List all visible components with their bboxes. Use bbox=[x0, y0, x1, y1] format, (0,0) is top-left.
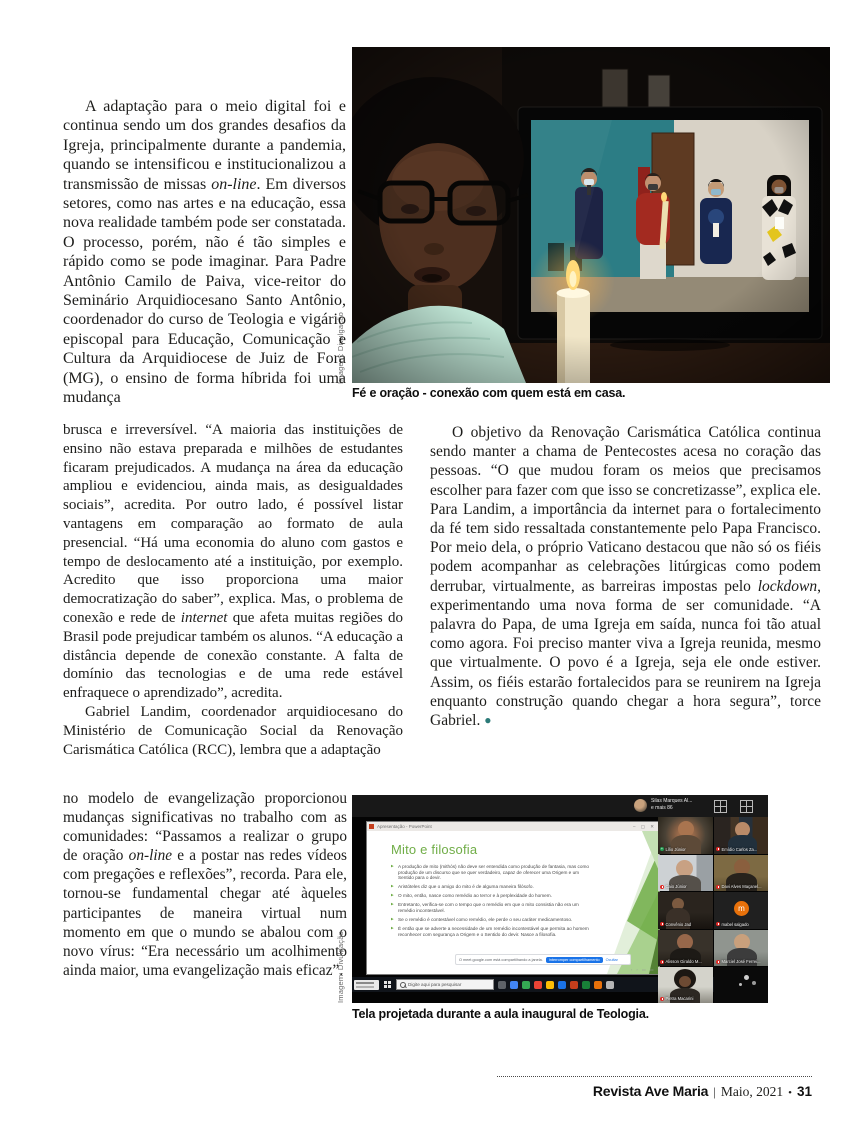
window-title: Apresentação - PowerPoint bbox=[377, 823, 432, 829]
powerpoint-icon bbox=[369, 824, 374, 829]
participant-tile bbox=[714, 892, 768, 929]
participant-name: Lílio Júnior bbox=[665, 846, 686, 852]
taskbar-widget bbox=[354, 980, 379, 990]
participant-tile bbox=[658, 855, 713, 892]
slide-bullet: ▶ Entretanto, verifica-se com o tempo que o remédio em que o mito consistia não era um remédio incontestável. bbox=[391, 902, 589, 913]
muted-mic-icon bbox=[660, 885, 664, 889]
article-column-right bbox=[430, 423, 821, 730]
photo-zoom-class bbox=[352, 795, 768, 1003]
slide-bullet: ▶ Se o remédio é contestável como remédio, ele perde o seu caráter medicamentoso. bbox=[391, 917, 589, 923]
taskbar-app-icon bbox=[510, 981, 518, 989]
participant-tile bbox=[658, 930, 713, 967]
participant-name: Caio Júnior bbox=[665, 884, 687, 889]
taskbar-app-icon bbox=[558, 981, 566, 989]
photo-credit: Imagem: Divulgação bbox=[336, 931, 345, 1003]
windows-start-icon bbox=[384, 981, 391, 988]
gallery-view-icon bbox=[714, 800, 727, 813]
photo-caption-bottom: Tela projetada durante a aula inaugural de Teologia. bbox=[352, 1007, 649, 1021]
window-titlebar bbox=[367, 822, 659, 831]
footer-dot: • bbox=[788, 1087, 792, 1099]
participant-name: Convênio Jad bbox=[665, 921, 692, 927]
taskbar-app-icon bbox=[606, 981, 614, 989]
paragraph: A adaptação para o meio digital foi e continua sendo um dos grandes desafios da Igreja, principalmente durante a pandemia, quando se intensificou e institucionalizou a transmissão de missas on-line. Em diversos setores, como nas artes e na educação, essa nova realidade também pode ser constatada. O processo, porém, não é tão simples e rápido como se pode imaginar. Para Padre Antônio Camilo de Paiva, vice-reitor do Seminário Arquidiocesano Santo Antônio, coordenador do curso de Teologia e vigário episcopal para Educação, Comunicação e Cultura da Arquidiocese de Juiz de Fora (MG), o ensino de forma híbrida foi uma mudança bbox=[63, 98, 346, 407]
paragraph: Gabriel Landim, coordenador arquidiocesano do Ministério de Comunicação Social da Renovação Carismática Católica (RCC), lembra que a adaptação bbox=[63, 703, 403, 758]
taskbar-app-icon bbox=[498, 981, 506, 989]
participant-name: Pietra Macarini bbox=[665, 996, 694, 1001]
slide-bullet: ▶ É então que se adverte a necessidade de um remédio incontestável que permita ao homem reconhecer com segurança a Origem e o Sentido do devir. Nasce a filosofia. bbox=[391, 926, 589, 937]
article-column-left-middle bbox=[63, 421, 403, 759]
join-icon bbox=[660, 847, 664, 851]
slide-title: Mito e filosofia bbox=[391, 842, 478, 857]
magazine-brand: Revista Ave Maria bbox=[592, 1083, 709, 1099]
speaker-view-icon bbox=[740, 800, 753, 813]
hide-link: Ocultar bbox=[605, 957, 618, 962]
article-end-mark: ● bbox=[484, 713, 492, 728]
stop-sharing-button: Interromper compartilhamento bbox=[546, 957, 603, 963]
paragraph: O objetivo da Renovação Carismática Católica continua sendo manter a chama de Pentecostes acesa no coração das pessoas. “O que mudou foram os meios que precisamos escolher para fazer com que isso se concretizasse”, explica ele. Para Landim, a importância da internet para o fortalecimento da fé tem sido ressaltada constantemente pelo Papa Francisco. Por meio dela, o próprio Vaticano destacou que não só os fiéis podem acompanhar as celebrações litúrgicas como podem derrubar, virtualmente, as barreiras impostas pelo lockdown, experimentando uma nova forma de ser comunidade. “A palavra do Papa, de uma Igreja em saída, nunca foi tão atual como agora. Foi preciso manter viva a Igreja reunida, mesmo que virtualmente. O povo é a Igreja, seja ele onde estiver. Assim, os fiéis estarão fortalecidos para se reunirem na Igreja enquanto construção quando chegar a hora segura”, torce Gabriel. ● bbox=[430, 424, 821, 730]
participant-tile bbox=[714, 817, 768, 854]
footer-dotted-rule bbox=[497, 1076, 812, 1077]
photo-caption-top: Fé e oração - conexão com quem está em casa. bbox=[352, 386, 626, 400]
taskbar-app-icon bbox=[594, 981, 602, 989]
participant-tile bbox=[714, 855, 768, 892]
search-icon bbox=[400, 982, 406, 988]
host-label bbox=[651, 798, 692, 812]
slide-green-decoration bbox=[587, 831, 659, 974]
paragraph: no modelo de evangelização proporcionou mudanças significativas no trabalho com as comunidades: “Passamos a realizar o grupo de oração on-line e a postar nas redes vídeos com pregações e reflexões”, recorda. Para ele, tornou-se fundamental chegar até àqueles participantes de maneira virtual num momento em que o mundo se abalou com o novo vírus: “Era necessário um acolhimento ainda maior, uma evangelização mais eficaz”. bbox=[63, 790, 347, 979]
muted-mic-icon bbox=[660, 922, 664, 926]
slideshow-controls: ‹ › ▭ ▭ bbox=[630, 967, 655, 972]
host-avatar bbox=[634, 799, 647, 812]
participant-name: Davi Alves Maçanel... bbox=[721, 884, 762, 889]
screen-share-bar bbox=[455, 954, 631, 965]
participant-name: mabel salgado bbox=[721, 921, 749, 927]
taskbar-app-icon bbox=[582, 981, 590, 989]
muted-mic-icon bbox=[660, 997, 664, 1001]
avatar-letter: m bbox=[734, 901, 749, 916]
paragraph: brusca e irreversível. “A maioria das instituições de ensino não estava preparada e milhões de estudantes ficaram prejudicados. A mudança na área da educação ampliou e evidenciou, ainda mais, as desigualdades sociais”, acredita. Por outro lado, é possível listar vantagens em comparação ao formato de aula presencial. “Há uma economia do aluno com gastos e tempo de deslocamento até a instituição, por exemplo. Acredito que isso proporciona uma maior democratização do saber”, explica. Mas, o problema de conexão e rede de internet que afeta muitas regiões do Brasil pode prejudicar também os alunos. “A educação a distância depende de conexão constante. A falta de domínio das tecnologias e de uma rede estável enfraquece o aprendizado”, acredita. bbox=[63, 422, 404, 702]
footer-issue: Maio, 2021 bbox=[720, 1084, 784, 1099]
muted-mic-icon bbox=[716, 922, 720, 926]
share-message: O meet.google.com está compartilhando a janela. bbox=[459, 957, 543, 962]
participant-name: Emídio Carlos Za... bbox=[721, 846, 758, 852]
article-column-left-bottom bbox=[63, 789, 347, 980]
muted-mic-icon bbox=[660, 960, 664, 964]
slide-bullet: ▶ A produção de mito (mithós) não deve ser entendida como produção de fantasia, mas como produção de um discurso que se quer verdadeiro, capaz de oferecer uma Origem e um Sentido para o devir. bbox=[391, 864, 589, 881]
article-column-left-top bbox=[63, 97, 346, 408]
slide-bullet: ▶ O mito, então, nasce como remédio ao terror e à perplexidade do homem. bbox=[391, 893, 589, 899]
photo-tv-mass bbox=[352, 47, 830, 383]
participant-tile bbox=[714, 967, 768, 1003]
participant-name: Marciel José Ferrei... bbox=[721, 959, 761, 964]
participant-tile bbox=[658, 817, 713, 854]
search-placeholder: Digite aqui para pesquisar bbox=[408, 982, 462, 987]
footer bbox=[593, 1083, 812, 1100]
muted-mic-icon bbox=[716, 847, 720, 851]
footer-separator: | bbox=[713, 1084, 716, 1099]
page-number: 31 bbox=[796, 1084, 812, 1099]
taskbar-app-icon bbox=[534, 981, 542, 989]
window-buttons: – ▢ ✕ bbox=[632, 824, 656, 829]
participant-tile bbox=[714, 930, 768, 967]
slide-bullet: ▶ Aristóteles diz que o amigo do mito é de alguma maneira filósofo. bbox=[391, 884, 589, 890]
muted-mic-icon bbox=[716, 885, 720, 889]
taskbar-search bbox=[396, 979, 494, 990]
photo-credit: Imagem: Divulgação bbox=[336, 312, 345, 384]
participants-more: e mais 86 bbox=[651, 805, 673, 811]
slide-bullet-list bbox=[391, 864, 589, 941]
muted-mic-icon bbox=[716, 960, 720, 964]
participant-name: Alisson Giraldo M... bbox=[665, 959, 702, 964]
powerpoint-window bbox=[366, 821, 660, 975]
taskbar-app-icon bbox=[570, 981, 578, 989]
taskbar-app-icon bbox=[546, 981, 554, 989]
photo-tv-mass-art bbox=[352, 47, 830, 383]
participant-tile bbox=[658, 892, 713, 929]
participant-tile bbox=[658, 967, 713, 1003]
zoom-header-bar bbox=[352, 795, 768, 817]
host-name: Silas Marques Al... bbox=[651, 798, 693, 804]
taskbar-app-icon bbox=[522, 981, 530, 989]
